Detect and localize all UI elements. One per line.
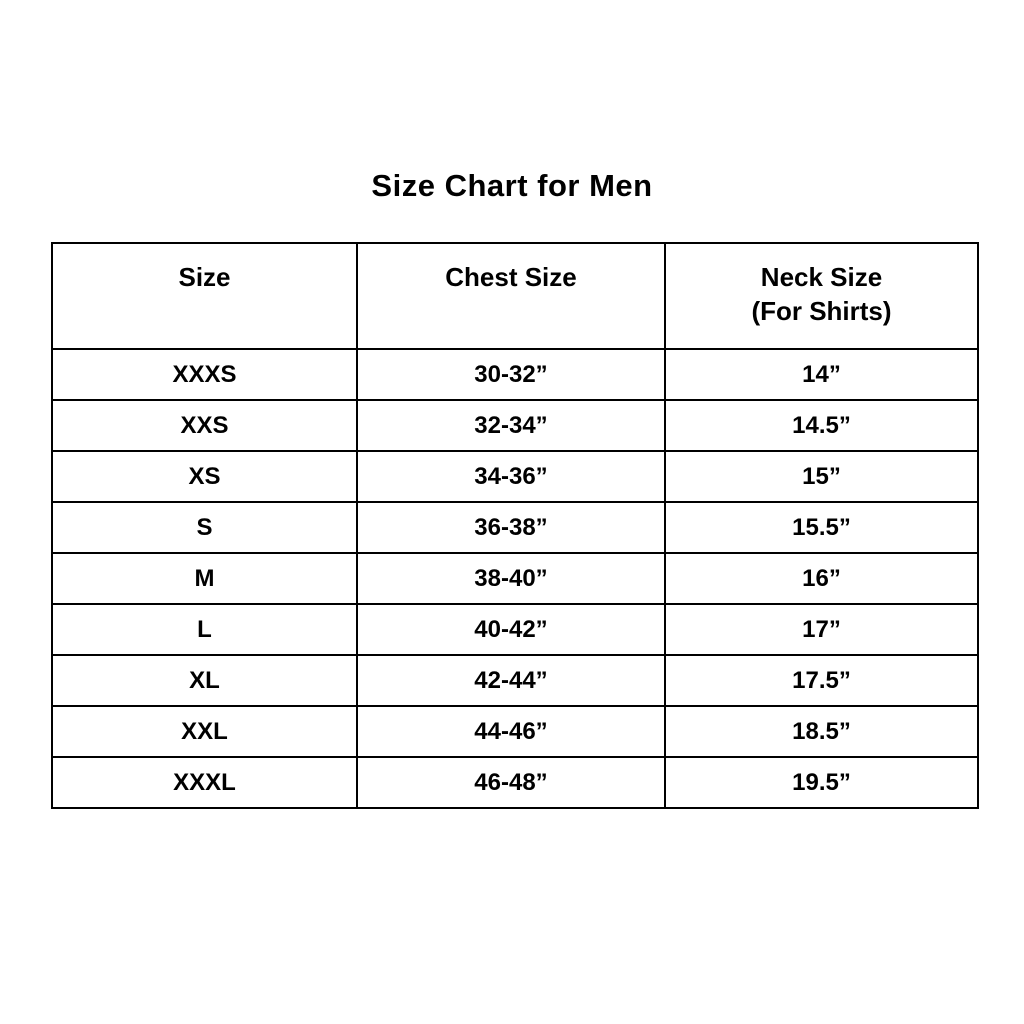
table-row [52, 757, 978, 808]
column-header-label: Size [178, 262, 231, 292]
table-header [52, 243, 978, 349]
size-cell: XXXS [52, 349, 357, 400]
neck-size-cell: 15” [665, 451, 978, 502]
column-header-sublabel: (For Shirts) [751, 296, 892, 326]
neck-size-cell: 18.5” [665, 706, 978, 757]
chest-size-cell: 42-44” [357, 655, 665, 706]
neck-size-cell: 14.5” [665, 400, 978, 451]
chest-size-cell: 34-36” [357, 451, 665, 502]
table-body [52, 349, 978, 808]
neck-size-cell: 19.5” [665, 757, 978, 808]
neck-size-cell: 15.5” [665, 502, 978, 553]
table-row [52, 400, 978, 451]
table-row [52, 706, 978, 757]
table-row [52, 553, 978, 604]
size-cell: XS [52, 451, 357, 502]
table-row [52, 349, 978, 400]
column-header-chest-size [357, 243, 665, 349]
size-cell: XXL [52, 706, 357, 757]
column-header-label: Chest Size [445, 262, 577, 292]
table-row [52, 502, 978, 553]
neck-size-cell: 16” [665, 553, 978, 604]
table-row [52, 604, 978, 655]
size-cell: XXS [52, 400, 357, 451]
size-chart-table [51, 242, 979, 809]
neck-size-cell: 17” [665, 604, 978, 655]
header-row [52, 243, 978, 349]
chest-size-cell: 32-34” [357, 400, 665, 451]
table-row [52, 451, 978, 502]
chest-size-cell: 38-40” [357, 553, 665, 604]
chest-size-cell: 36-38” [357, 502, 665, 553]
chest-size-cell: 46-48” [357, 757, 665, 808]
neck-size-cell: 14” [665, 349, 978, 400]
size-cell: S [52, 502, 357, 553]
chest-size-cell: 40-42” [357, 604, 665, 655]
size-cell: L [52, 604, 357, 655]
column-header-size [52, 243, 357, 349]
column-header-label: Neck Size [760, 262, 883, 292]
page-title: Size Chart for Men [371, 168, 653, 203]
size-cell: XXXL [52, 757, 357, 808]
table-row [52, 655, 978, 706]
size-cell: M [52, 553, 357, 604]
chest-size-cell: 44-46” [357, 706, 665, 757]
chest-size-cell: 30-32” [357, 349, 665, 400]
size-cell: XL [52, 655, 357, 706]
neck-size-cell: 17.5” [665, 655, 978, 706]
column-header-neck-size [665, 243, 978, 349]
